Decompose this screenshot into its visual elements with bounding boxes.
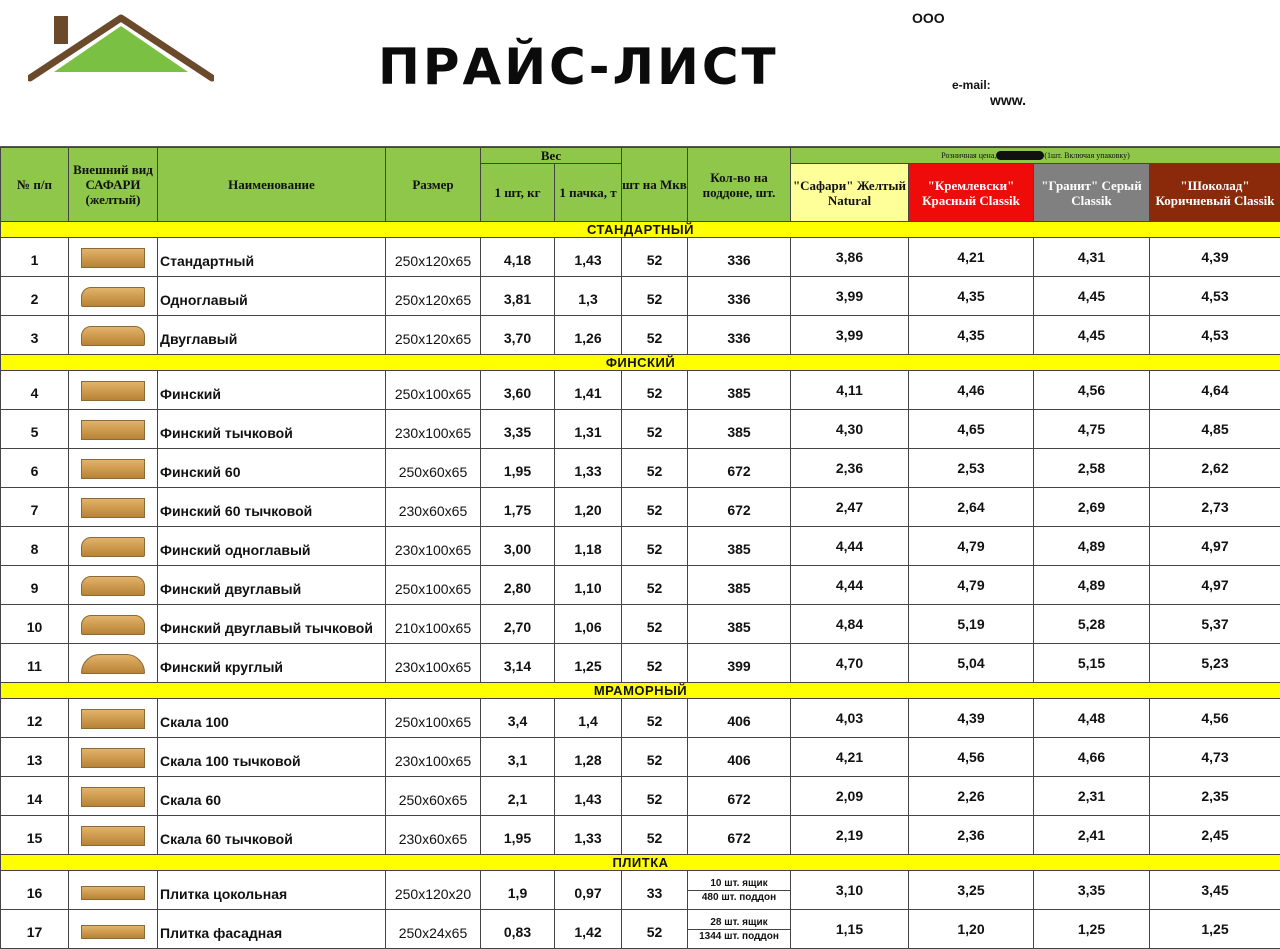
per-sqm: 52 (622, 449, 688, 488)
col-weight-pack: 1 пачка, т (555, 164, 622, 222)
brick-image (81, 709, 145, 729)
brick-image (81, 886, 145, 900)
brick-image (81, 498, 145, 518)
section-header (1, 683, 1280, 699)
pallet-cell: 406 (688, 738, 791, 777)
product-name: Финский 60 тычковой (158, 488, 386, 527)
brick-image (81, 826, 145, 846)
brick-image (81, 459, 145, 479)
weight-unit: 3,4 (481, 699, 555, 738)
col-name: Наименование (158, 148, 386, 222)
brick-image (81, 787, 145, 807)
table-row (1, 449, 1280, 488)
per-sqm: 52 (622, 316, 688, 355)
pallet-cell (688, 871, 791, 910)
product-size: 230х60х65 (386, 488, 481, 527)
price-granit: 4,45 (1034, 277, 1150, 316)
per-sqm: 52 (622, 238, 688, 277)
per-sqm: 52 (622, 910, 688, 949)
col-appearance: Внешний вид САФАРИ (желтый) (69, 148, 158, 222)
price-safari: 1,15 (791, 910, 909, 949)
brick-image (81, 615, 145, 635)
price-granit: 4,45 (1034, 316, 1150, 355)
product-size: 250х120х65 (386, 238, 481, 277)
row-number: 5 (1, 410, 69, 449)
product-size: 230х100х65 (386, 527, 481, 566)
price-table (0, 147, 1280, 949)
col-per-sqm: шт на Мкв (622, 148, 688, 222)
weight-pack: 1,43 (555, 238, 622, 277)
pallet-cell: 672 (688, 449, 791, 488)
col-weight-unit: 1 шт, кг (481, 164, 555, 222)
product-size: 250х120х65 (386, 277, 481, 316)
product-size: 250х100х65 (386, 699, 481, 738)
page-header (0, 0, 1280, 147)
col-idx: № п/п (1, 148, 69, 222)
pallet-cell: 336 (688, 316, 791, 355)
col-price-granit: "Гранит" Серый Classik (1034, 164, 1150, 222)
table-row (1, 277, 1280, 316)
price-safari: 3,99 (791, 277, 909, 316)
price-kreml: 2,53 (909, 449, 1034, 488)
row-number: 2 (1, 277, 69, 316)
brick-image-cell (69, 816, 158, 855)
table-row (1, 527, 1280, 566)
weight-unit: 3,81 (481, 277, 555, 316)
table-row (1, 605, 1280, 644)
brick-image-cell (69, 699, 158, 738)
per-sqm: 52 (622, 277, 688, 316)
per-sqm: 52 (622, 410, 688, 449)
price-kreml: 2,64 (909, 488, 1034, 527)
weight-pack: 1,18 (555, 527, 622, 566)
row-number: 14 (1, 777, 69, 816)
brick-image (81, 748, 145, 768)
price-granit: 2,31 (1034, 777, 1150, 816)
price-granit: 2,41 (1034, 816, 1150, 855)
pallet-cell: 385 (688, 605, 791, 644)
price-shok: 4,53 (1150, 316, 1280, 355)
price-kreml: 2,36 (909, 816, 1034, 855)
price-shok: 5,37 (1150, 605, 1280, 644)
price-kreml: 4,79 (909, 566, 1034, 605)
brick-image (81, 537, 145, 557)
section-title: ПЛИТКА (1, 855, 1280, 871)
weight-pack: 1,06 (555, 605, 622, 644)
section-header (1, 355, 1280, 371)
row-number: 3 (1, 316, 69, 355)
weight-pack: 1,25 (555, 644, 622, 683)
brick-image-cell (69, 527, 158, 566)
price-safari: 4,44 (791, 566, 909, 605)
per-sqm: 33 (622, 871, 688, 910)
brick-image (81, 287, 145, 307)
price-granit: 5,28 (1034, 605, 1150, 644)
pallet-cell: 385 (688, 410, 791, 449)
table-row (1, 910, 1280, 949)
weight-pack: 1,43 (555, 777, 622, 816)
product-size: 230х100х65 (386, 738, 481, 777)
pallet-pallet: 1344 шт. поддон (688, 930, 790, 943)
price-safari: 3,10 (791, 871, 909, 910)
price-kreml: 4,56 (909, 738, 1034, 777)
price-shok: 2,62 (1150, 449, 1280, 488)
table-row (1, 316, 1280, 355)
pallet-cell: 399 (688, 644, 791, 683)
price-safari: 2,19 (791, 816, 909, 855)
price-kreml: 5,04 (909, 644, 1034, 683)
price-shok: 4,64 (1150, 371, 1280, 410)
col-price-shok: "Шоколад" Коричневый Classik (1150, 164, 1280, 222)
product-name: Плитка фасадная (158, 910, 386, 949)
pallet-box: 28 шт. ящик (688, 916, 790, 930)
price-shok: 2,73 (1150, 488, 1280, 527)
price-kreml: 3,25 (909, 871, 1034, 910)
retail-suffix: (1шт. Включая упаковку) (1044, 151, 1129, 160)
price-shok: 1,25 (1150, 910, 1280, 949)
col-size: Размер (386, 148, 481, 222)
price-safari: 4,44 (791, 527, 909, 566)
product-name: Скала 60 (158, 777, 386, 816)
weight-unit: 4,18 (481, 238, 555, 277)
email-label: e-mail: (952, 78, 991, 92)
price-shok: 4,53 (1150, 277, 1280, 316)
price-granit: 1,25 (1034, 910, 1150, 949)
product-size: 250х100х65 (386, 371, 481, 410)
row-number: 12 (1, 699, 69, 738)
product-name: Финский (158, 371, 386, 410)
price-shok: 4,85 (1150, 410, 1280, 449)
per-sqm: 52 (622, 605, 688, 644)
table-row (1, 644, 1280, 683)
weight-unit: 3,1 (481, 738, 555, 777)
weight-unit: 2,80 (481, 566, 555, 605)
price-granit: 4,56 (1034, 371, 1150, 410)
weight-unit: 3,35 (481, 410, 555, 449)
product-name: Финский двуглавый тычковой (158, 605, 386, 644)
price-granit: 4,89 (1034, 527, 1150, 566)
weight-pack: 1,20 (555, 488, 622, 527)
price-shok: 4,97 (1150, 527, 1280, 566)
product-size: 250х100х65 (386, 566, 481, 605)
price-safari: 4,30 (791, 410, 909, 449)
price-granit: 4,75 (1034, 410, 1150, 449)
price-kreml: 4,35 (909, 277, 1034, 316)
brick-image-cell (69, 605, 158, 644)
weight-unit: 1,95 (481, 449, 555, 488)
weight-unit: 3,60 (481, 371, 555, 410)
brick-image (81, 420, 145, 440)
brick-image-cell (69, 410, 158, 449)
price-shok: 5,23 (1150, 644, 1280, 683)
brick-image-cell (69, 238, 158, 277)
per-sqm: 52 (622, 644, 688, 683)
price-safari: 4,21 (791, 738, 909, 777)
price-granit: 4,48 (1034, 699, 1150, 738)
price-kreml: 4,21 (909, 238, 1034, 277)
price-kreml: 4,79 (909, 527, 1034, 566)
product-size: 210х100х65 (386, 605, 481, 644)
weight-pack: 1,26 (555, 316, 622, 355)
table-row (1, 777, 1280, 816)
product-size: 250х120х65 (386, 316, 481, 355)
company-name: ООО (912, 10, 945, 26)
brick-image-cell (69, 644, 158, 683)
weight-unit: 3,00 (481, 527, 555, 566)
pallet-cell: 406 (688, 699, 791, 738)
product-name: Двуглавый (158, 316, 386, 355)
brick-image-cell (69, 738, 158, 777)
product-size: 250х60х65 (386, 777, 481, 816)
row-number: 11 (1, 644, 69, 683)
product-name: Скала 100 (158, 699, 386, 738)
weight-pack: 1,10 (555, 566, 622, 605)
table-row (1, 871, 1280, 910)
price-kreml: 4,65 (909, 410, 1034, 449)
weight-pack: 1,28 (555, 738, 622, 777)
price-kreml: 5,19 (909, 605, 1034, 644)
brick-image-cell (69, 910, 158, 949)
weight-pack: 1,4 (555, 699, 622, 738)
product-size: 230х100х65 (386, 410, 481, 449)
price-granit: 2,69 (1034, 488, 1150, 527)
website-label: www. (990, 92, 1026, 108)
col-weight-group: Вес (481, 148, 622, 164)
weight-pack: 1,41 (555, 371, 622, 410)
price-safari: 2,47 (791, 488, 909, 527)
row-number: 10 (1, 605, 69, 644)
weight-pack: 0,97 (555, 871, 622, 910)
brick-image-cell (69, 488, 158, 527)
row-number: 16 (1, 871, 69, 910)
row-number: 8 (1, 527, 69, 566)
per-sqm: 52 (622, 699, 688, 738)
product-name: Финский круглый (158, 644, 386, 683)
table-row (1, 566, 1280, 605)
price-shok: 4,39 (1150, 238, 1280, 277)
brick-image (81, 654, 145, 674)
house-logo-icon (28, 14, 214, 89)
price-safari: 4,84 (791, 605, 909, 644)
pallet-cell: 672 (688, 488, 791, 527)
weight-pack: 1,42 (555, 910, 622, 949)
retail-prefix: Розничная цена, (941, 151, 996, 160)
table-row (1, 410, 1280, 449)
price-granit: 3,35 (1034, 871, 1150, 910)
price-shok: 3,45 (1150, 871, 1280, 910)
col-retail-group (791, 148, 1280, 164)
product-name: Одноглавый (158, 277, 386, 316)
product-name: Финский 60 (158, 449, 386, 488)
price-granit: 4,66 (1034, 738, 1150, 777)
col-pallet: Кол-во на поддоне, шт. (688, 148, 791, 222)
col-price-safari: "Сафари" Желтый Natural (791, 164, 909, 222)
weight-unit: 1,75 (481, 488, 555, 527)
table-row (1, 738, 1280, 777)
table-row (1, 238, 1280, 277)
brick-image-cell (69, 371, 158, 410)
row-number: 17 (1, 910, 69, 949)
section-header (1, 222, 1280, 238)
price-granit: 4,89 (1034, 566, 1150, 605)
weight-unit: 1,95 (481, 816, 555, 855)
per-sqm: 52 (622, 566, 688, 605)
row-number: 4 (1, 371, 69, 410)
product-size: 250х60х65 (386, 449, 481, 488)
price-kreml: 4,39 (909, 699, 1034, 738)
brick-image-cell (69, 277, 158, 316)
weight-unit: 3,14 (481, 644, 555, 683)
price-shok: 4,56 (1150, 699, 1280, 738)
weight-pack: 1,33 (555, 816, 622, 855)
pallet-cell (688, 910, 791, 949)
product-size: 230х60х65 (386, 816, 481, 855)
pallet-cell: 672 (688, 816, 791, 855)
brick-image (81, 381, 145, 401)
redacted-mark (996, 151, 1044, 160)
row-number: 7 (1, 488, 69, 527)
price-kreml: 4,46 (909, 371, 1034, 410)
per-sqm: 52 (622, 816, 688, 855)
price-shok: 4,73 (1150, 738, 1280, 777)
product-name: Скала 60 тычковой (158, 816, 386, 855)
product-name: Стандартный (158, 238, 386, 277)
price-safari: 3,99 (791, 316, 909, 355)
brick-image (81, 326, 145, 346)
weight-unit: 1,9 (481, 871, 555, 910)
row-number: 6 (1, 449, 69, 488)
weight-unit: 2,1 (481, 777, 555, 816)
product-size: 250х24х65 (386, 910, 481, 949)
weight-pack: 1,31 (555, 410, 622, 449)
pallet-box: 10 шт. ящик (688, 877, 790, 891)
section-title: ФИНСКИЙ (1, 355, 1280, 371)
product-name: Скала 100 тычковой (158, 738, 386, 777)
price-granit: 4,31 (1034, 238, 1150, 277)
price-granit: 2,58 (1034, 449, 1150, 488)
per-sqm: 52 (622, 777, 688, 816)
brick-image-cell (69, 316, 158, 355)
row-number: 9 (1, 566, 69, 605)
price-safari: 4,70 (791, 644, 909, 683)
brick-image (81, 576, 145, 596)
brick-image (81, 248, 145, 268)
weight-pack: 1,3 (555, 277, 622, 316)
brick-image-cell (69, 566, 158, 605)
row-number: 15 (1, 816, 69, 855)
row-number: 1 (1, 238, 69, 277)
per-sqm: 52 (622, 488, 688, 527)
pallet-cell: 336 (688, 277, 791, 316)
price-kreml: 2,26 (909, 777, 1034, 816)
price-kreml: 4,35 (909, 316, 1034, 355)
product-name: Финский одноглавый (158, 527, 386, 566)
brick-image (81, 925, 145, 939)
price-granit: 5,15 (1034, 644, 1150, 683)
table-row (1, 488, 1280, 527)
per-sqm: 52 (622, 738, 688, 777)
section-title: СТАНДАРТНЫЙ (1, 222, 1280, 238)
brick-image-cell (69, 449, 158, 488)
price-safari: 2,36 (791, 449, 909, 488)
brick-image-cell (69, 777, 158, 816)
weight-unit: 0,83 (481, 910, 555, 949)
weight-pack: 1,33 (555, 449, 622, 488)
per-sqm: 52 (622, 527, 688, 566)
table-row (1, 371, 1280, 410)
col-price-kreml: "Кремлевски" Красный Classik (909, 164, 1034, 222)
table-row (1, 816, 1280, 855)
page-title: ПРАЙС-ЛИСТ (378, 38, 779, 96)
price-safari: 4,11 (791, 371, 909, 410)
brick-image-cell (69, 871, 158, 910)
pallet-cell: 385 (688, 527, 791, 566)
weight-unit: 3,70 (481, 316, 555, 355)
price-safari: 4,03 (791, 699, 909, 738)
row-number: 13 (1, 738, 69, 777)
product-size: 250х120х20 (386, 871, 481, 910)
product-size: 230х100х65 (386, 644, 481, 683)
pallet-cell: 672 (688, 777, 791, 816)
table-row (1, 699, 1280, 738)
price-safari: 3,86 (791, 238, 909, 277)
per-sqm: 52 (622, 371, 688, 410)
weight-unit: 2,70 (481, 605, 555, 644)
product-name: Плитка цокольная (158, 871, 386, 910)
price-shok: 2,35 (1150, 777, 1280, 816)
pallet-cell: 336 (688, 238, 791, 277)
price-safari: 2,09 (791, 777, 909, 816)
pallet-cell: 385 (688, 371, 791, 410)
product-name: Финский тычковой (158, 410, 386, 449)
product-name: Финский двуглавый (158, 566, 386, 605)
price-kreml: 1,20 (909, 910, 1034, 949)
price-shok: 2,45 (1150, 816, 1280, 855)
section-header (1, 855, 1280, 871)
section-title: МРАМОРНЫЙ (1, 683, 1280, 699)
pallet-cell: 385 (688, 566, 791, 605)
price-shok: 4,97 (1150, 566, 1280, 605)
pallet-pallet: 480 шт. поддон (688, 891, 790, 904)
